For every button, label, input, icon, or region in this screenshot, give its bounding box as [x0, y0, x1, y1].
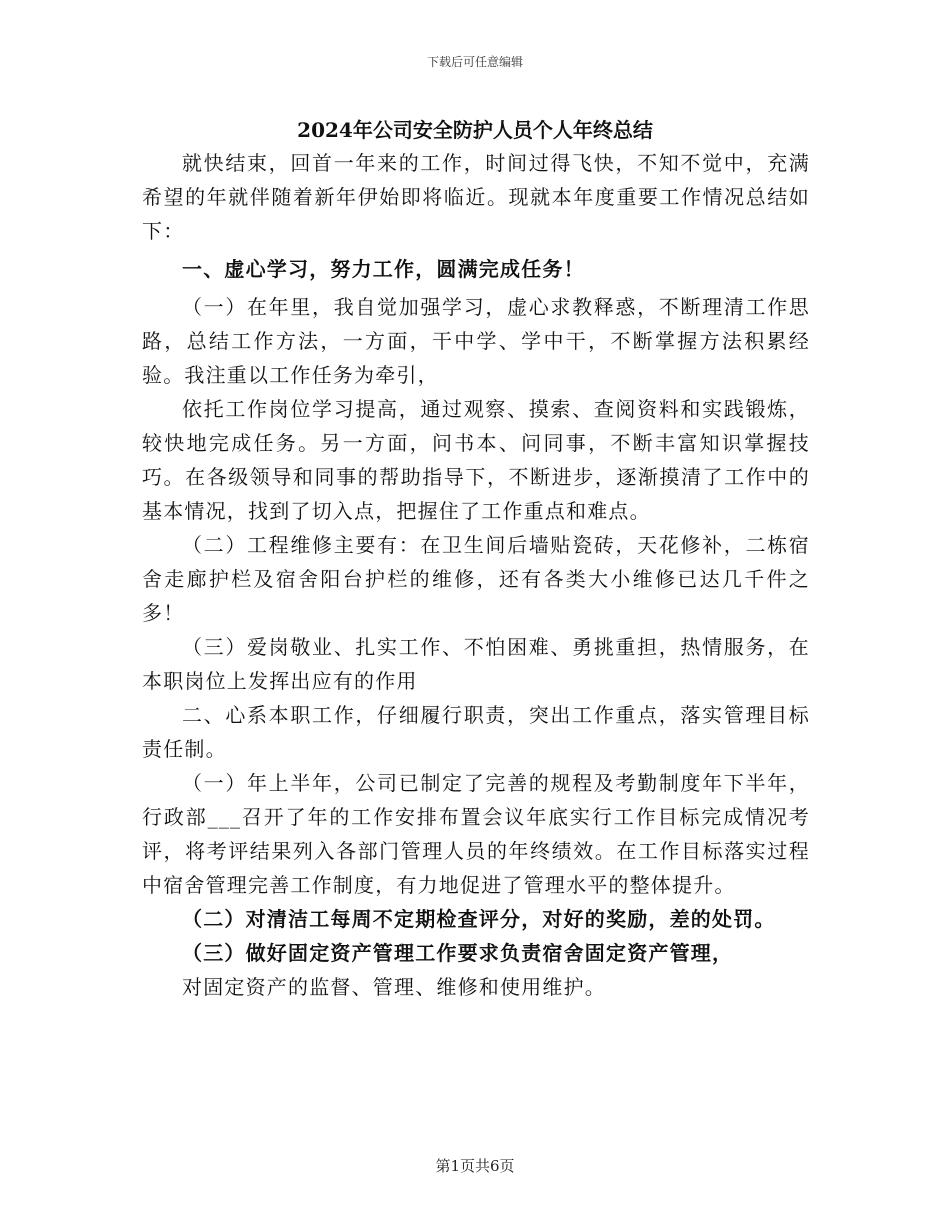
section-heading-1: 一、虚心学习，努力工作，圆满完成任务！	[182, 257, 585, 281]
paragraph-1-3: （三）爱岗敬业、扎实工作、不怕困难、勇挑重担，热情服务，在本职岗位上发挥出应有的作用	[142, 635, 810, 693]
header-note: 下载后可任意编辑	[426, 55, 523, 69]
paragraph-1-1-cont: 依托工作岗位学习提高，通过观察、摸索、查阅资料和实践锻炼，较快地完成任务。另一方面，问书本、问同事，不断丰富知识掌握技巧。在各级领导和同事的帮助指导下，不断进步，逐渐摸清了工作中的基本情况，找到了切入点，把握住了工作重点和难点。	[142, 397, 810, 523]
paragraph-2-3: （三）做好固定资产管理工作要求负责宿舍固定资产管理，	[182, 941, 734, 965]
document-title: 2024年公司安全防护人员个人年终总结	[297, 118, 653, 142]
paragraph-1-2: （二）工程维修主要有：在卫生间后墙贴瓷砖，天花修补，二栋宿舍走廊护栏及宿舍阳台护栏的维修，还有各类大小维修已达几千件之多！	[142, 533, 810, 625]
paragraph-2-1: （一）年上半年，公司已制定了完善的规程及考勤制度年下半年，行政部___召开了年的工作安排布置会议年底实行工作目标完成情况考评，将考评结果列入各部门管理人员的年终绩效。在工作目标落实过程中宿舍管理完善工作制度，有力地促进了管理水平的整体提升。	[142, 771, 810, 897]
document-body	[142, 146, 810, 1004]
page-number-footer: 第1页共6页	[435, 1157, 515, 1175]
paragraph-intro: 就快结束，回首一年来的工作，时间过得飞快，不知不觉中，充满希望的年就伴随着新年伊始即将临近。现就本年度重要工作情况总结如下：	[142, 151, 810, 243]
paragraph-2-2: （二）对清洁工每周不定期检查评分，对好的奖励，差的处罚。	[182, 907, 776, 931]
section-heading-2: 二、心系本职工作，仔细履行职责，突出工作重点，落实管理目标责任制。	[142, 703, 810, 761]
paragraph-1-1: （一）在年里，我自觉加强学习，虚心求教释惑，不断理清工作思路，总结工作方法，一方面，干中学、学中干，不断掌握方法积累经验。我注重以工作任务为牵引，	[142, 295, 810, 387]
paragraph-2-3-cont: 对固定资产的监督、管理、维修和使用维护。	[182, 975, 606, 999]
